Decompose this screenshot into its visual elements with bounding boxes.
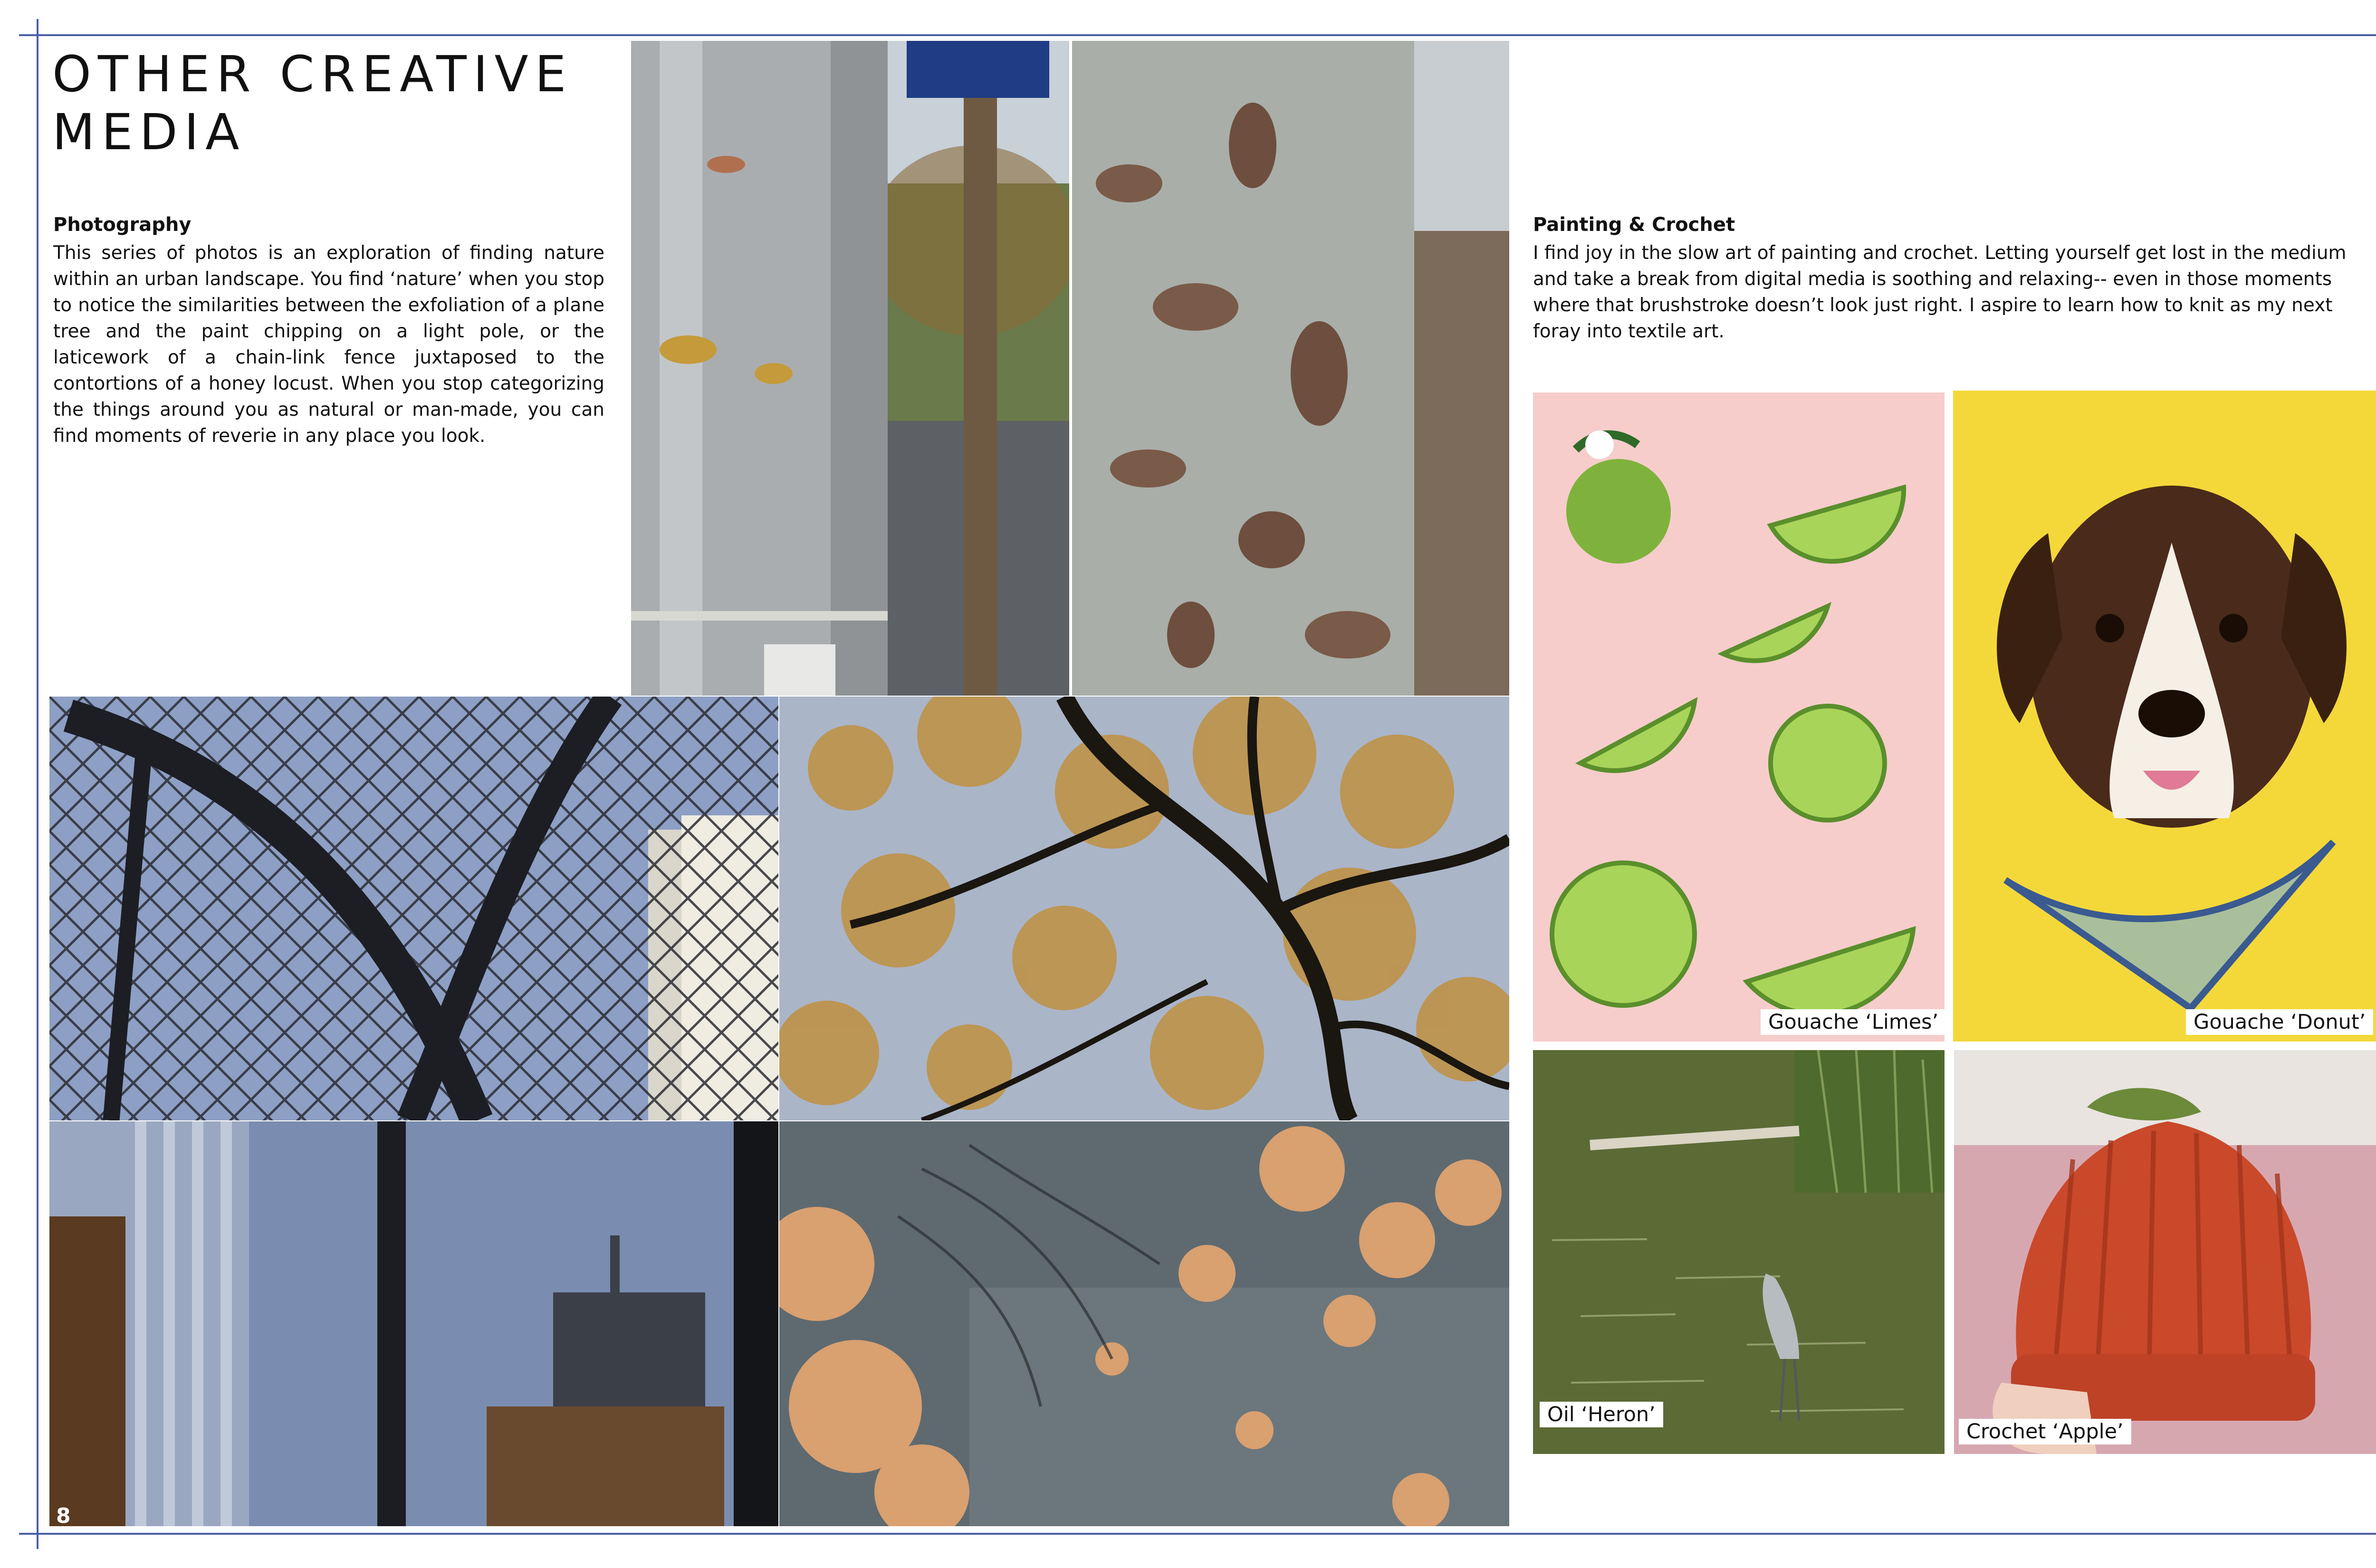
page-title (52, 45, 623, 161)
crop-line-top (19, 34, 2376, 36)
limes-caption: Gouache ‘Limes’ (1761, 1009, 1946, 1035)
heron-painting (1533, 1050, 1945, 1454)
donut-caption: Gouache ‘Donut’ (2186, 1009, 2373, 1035)
light-pole-photo (631, 41, 1069, 696)
photography-heading: Photography (53, 214, 192, 236)
painting-body: I find joy in the slow art of painting and crochet. Letting yourself get lost in the medium and take a break from digital media is soothing and relaxing-- even in those moments where that brushstroke doesn’t look just right. I aspire to learn how to knit as my next foray into textile art. (1533, 242, 2347, 342)
crop-line-left (37, 19, 38, 1549)
photography-body: This series of photos is an exploration of finding nature within an urban landscape. You find ‘nature’ when you stop to notice the similarities between the exfoliation of a plane tree and the paint chipping on a light pole, or the laticework of a chain-link fence juxtaposed to the contortions of a honey locust. When you stop categorizing the things around you as natural or man-made, you can find moments of reverie in any place you look. (53, 242, 604, 447)
apple-caption: Crochet ‘Apple’ (1959, 1419, 2131, 1444)
apple-hat-photo (1954, 1050, 2376, 1454)
page-number: 8 (56, 1504, 71, 1528)
title-line-2: MEDIA (52, 103, 246, 161)
plane-tree-bark-photo (1072, 41, 1509, 696)
limes-painting (1533, 392, 1945, 1042)
title-line-1: OTHER CREATIVE (52, 45, 573, 103)
chain-link-fence-photo (49, 697, 778, 1120)
crop-line-bottom (19, 1533, 2376, 1535)
heron-caption: Oil ‘Heron’ (1540, 1402, 1663, 1427)
donut-painting (1953, 391, 2376, 1042)
painting-heading: Painting & Crochet (1533, 214, 1735, 236)
leaves-on-water-photo (779, 1121, 1509, 1526)
building-reflection-photo (49, 1121, 778, 1526)
honey-locust-branches-photo (779, 697, 1509, 1120)
